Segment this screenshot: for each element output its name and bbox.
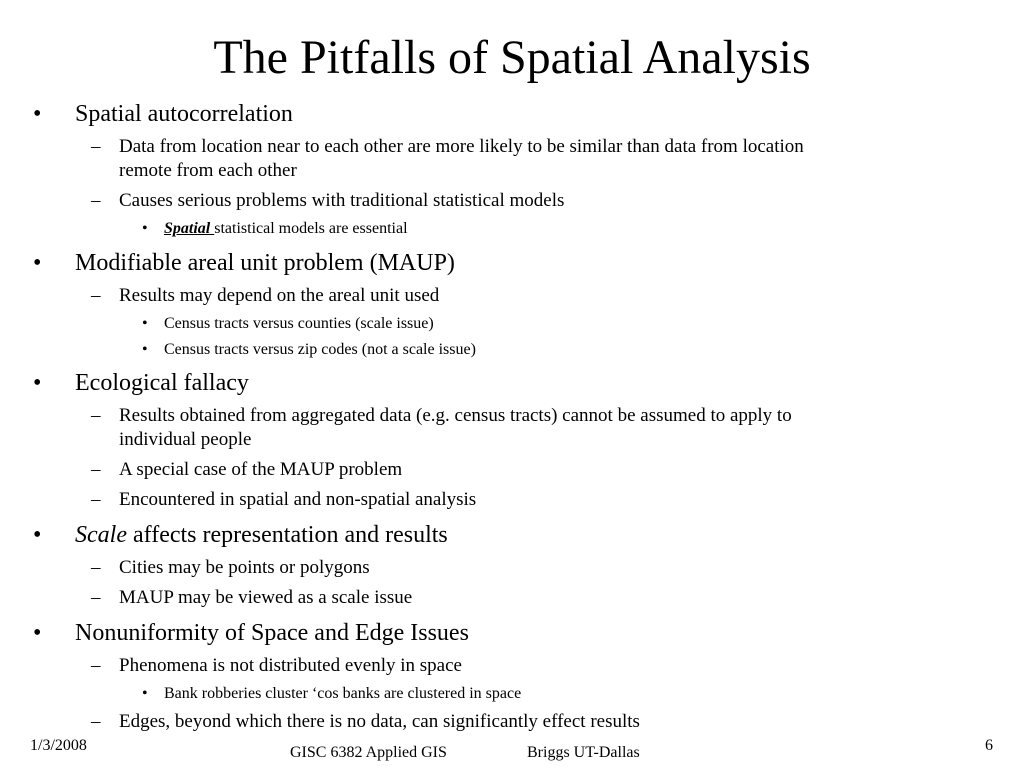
dash-marker: – — [91, 285, 101, 306]
sub-bullet-text: Data from location near to each other are more likely to be similar than data from location — [119, 136, 804, 157]
dash-marker: – — [91, 136, 101, 157]
bullet-marker: • — [33, 620, 42, 646]
tertiary-bullet-zip-codes — [142, 340, 476, 360]
emphasis-text: Spatial — [164, 220, 215, 237]
sub-bullet-aggregated-data — [91, 404, 792, 428]
tertiary-bullet-counties — [142, 314, 434, 334]
bullet-text: affects representation and results — [126, 522, 448, 548]
footer-author: Briggs UT-Dallas — [527, 744, 640, 761]
bullet-marker: • — [142, 685, 148, 702]
sub-bullet-text: Encountered in spatial and non-spatial analysis — [119, 489, 477, 510]
dash-marker: – — [91, 557, 101, 578]
emphasis-text: Scale — [75, 522, 127, 548]
sub-bullet-data-location — [91, 135, 804, 159]
sub-bullet-text: MAUP may be viewed as a scale issue — [119, 587, 413, 608]
bullet-marker: • — [33, 522, 42, 548]
sub-bullet-serious-problems — [91, 189, 565, 213]
sub-bullet-special-case — [91, 458, 403, 482]
sub-bullet-aggregated-data-continued — [119, 428, 251, 452]
sub-bullet-edges — [91, 710, 640, 734]
sub-bullet-text: Results obtained from aggregated data (e.g. census tracts) cannot be assumed to apply to — [119, 405, 792, 426]
bullet-marker: • — [142, 341, 148, 358]
bullet-marker: • — [33, 370, 42, 396]
tertiary-bullet-text: statistical models are essential — [214, 220, 408, 237]
dash-marker: – — [91, 489, 101, 510]
dash-marker: – — [91, 587, 101, 608]
sub-bullet-text: Phenomena is not distributed evenly in space — [119, 655, 462, 676]
bullet-spatial-autocorrelation — [33, 100, 293, 128]
sub-bullet-maup-scale — [91, 586, 413, 610]
dash-marker: – — [91, 190, 101, 211]
sub-bullet-text: Results may depend on the areal unit used — [119, 285, 440, 306]
sub-bullet-cities — [91, 556, 370, 580]
bullet-marker: • — [33, 101, 42, 127]
sub-bullet-text: Causes serious problems with traditional statistical models — [119, 190, 565, 211]
bullet-text: Ecological fallacy — [75, 370, 249, 396]
sub-bullet-text: individual people — [119, 429, 252, 450]
bullet-ecological-fallacy — [33, 369, 249, 397]
bullet-scale — [33, 521, 448, 549]
bullet-nonuniformity — [33, 619, 469, 647]
sub-bullet-phenomena — [91, 654, 462, 678]
bullet-marker: • — [142, 220, 148, 237]
tertiary-bullet-text: Census tracts versus zip codes (not a scale issue) — [164, 341, 476, 358]
bullet-text: Modifiable areal unit problem (MAUP) — [75, 250, 455, 276]
sub-bullet-data-location-continued — [119, 159, 297, 183]
sub-bullet-text: Edges, beyond which there is no data, can significantly effect results — [119, 711, 640, 732]
sub-bullet-text: remote from each other — [119, 160, 297, 181]
dash-marker: – — [91, 459, 101, 480]
tertiary-bullet-bank-robberies — [142, 684, 522, 704]
tertiary-bullet-spatial-models — [142, 219, 408, 239]
bullet-text: Nonuniformity of Space and Edge Issues — [75, 620, 469, 646]
sub-bullet-text: Cities may be points or polygons — [119, 557, 370, 578]
footer-page-number: 6 — [985, 737, 993, 754]
sub-bullet-encountered — [91, 488, 477, 512]
slide-title: The Pitfalls of Spatial Analysis — [213, 31, 811, 84]
dash-marker: – — [91, 405, 101, 426]
tertiary-bullet-text: Bank robberies cluster ‘cos banks are clustered in space — [164, 685, 522, 702]
dash-marker: – — [91, 711, 101, 732]
dash-marker: – — [91, 655, 101, 676]
bullet-marker: • — [142, 315, 148, 332]
bullet-text: Spatial autocorrelation — [75, 101, 293, 127]
footer-date: 1/3/2008 — [30, 737, 87, 754]
sub-bullet-areal-unit — [91, 284, 440, 308]
tertiary-bullet-text: Census tracts versus counties (scale issue) — [164, 315, 434, 332]
sub-bullet-text: A special case of the MAUP problem — [119, 459, 403, 480]
bullet-marker: • — [33, 250, 42, 276]
bullet-maup — [33, 249, 455, 277]
footer-course: GISC 6382 Applied GIS — [290, 744, 447, 761]
